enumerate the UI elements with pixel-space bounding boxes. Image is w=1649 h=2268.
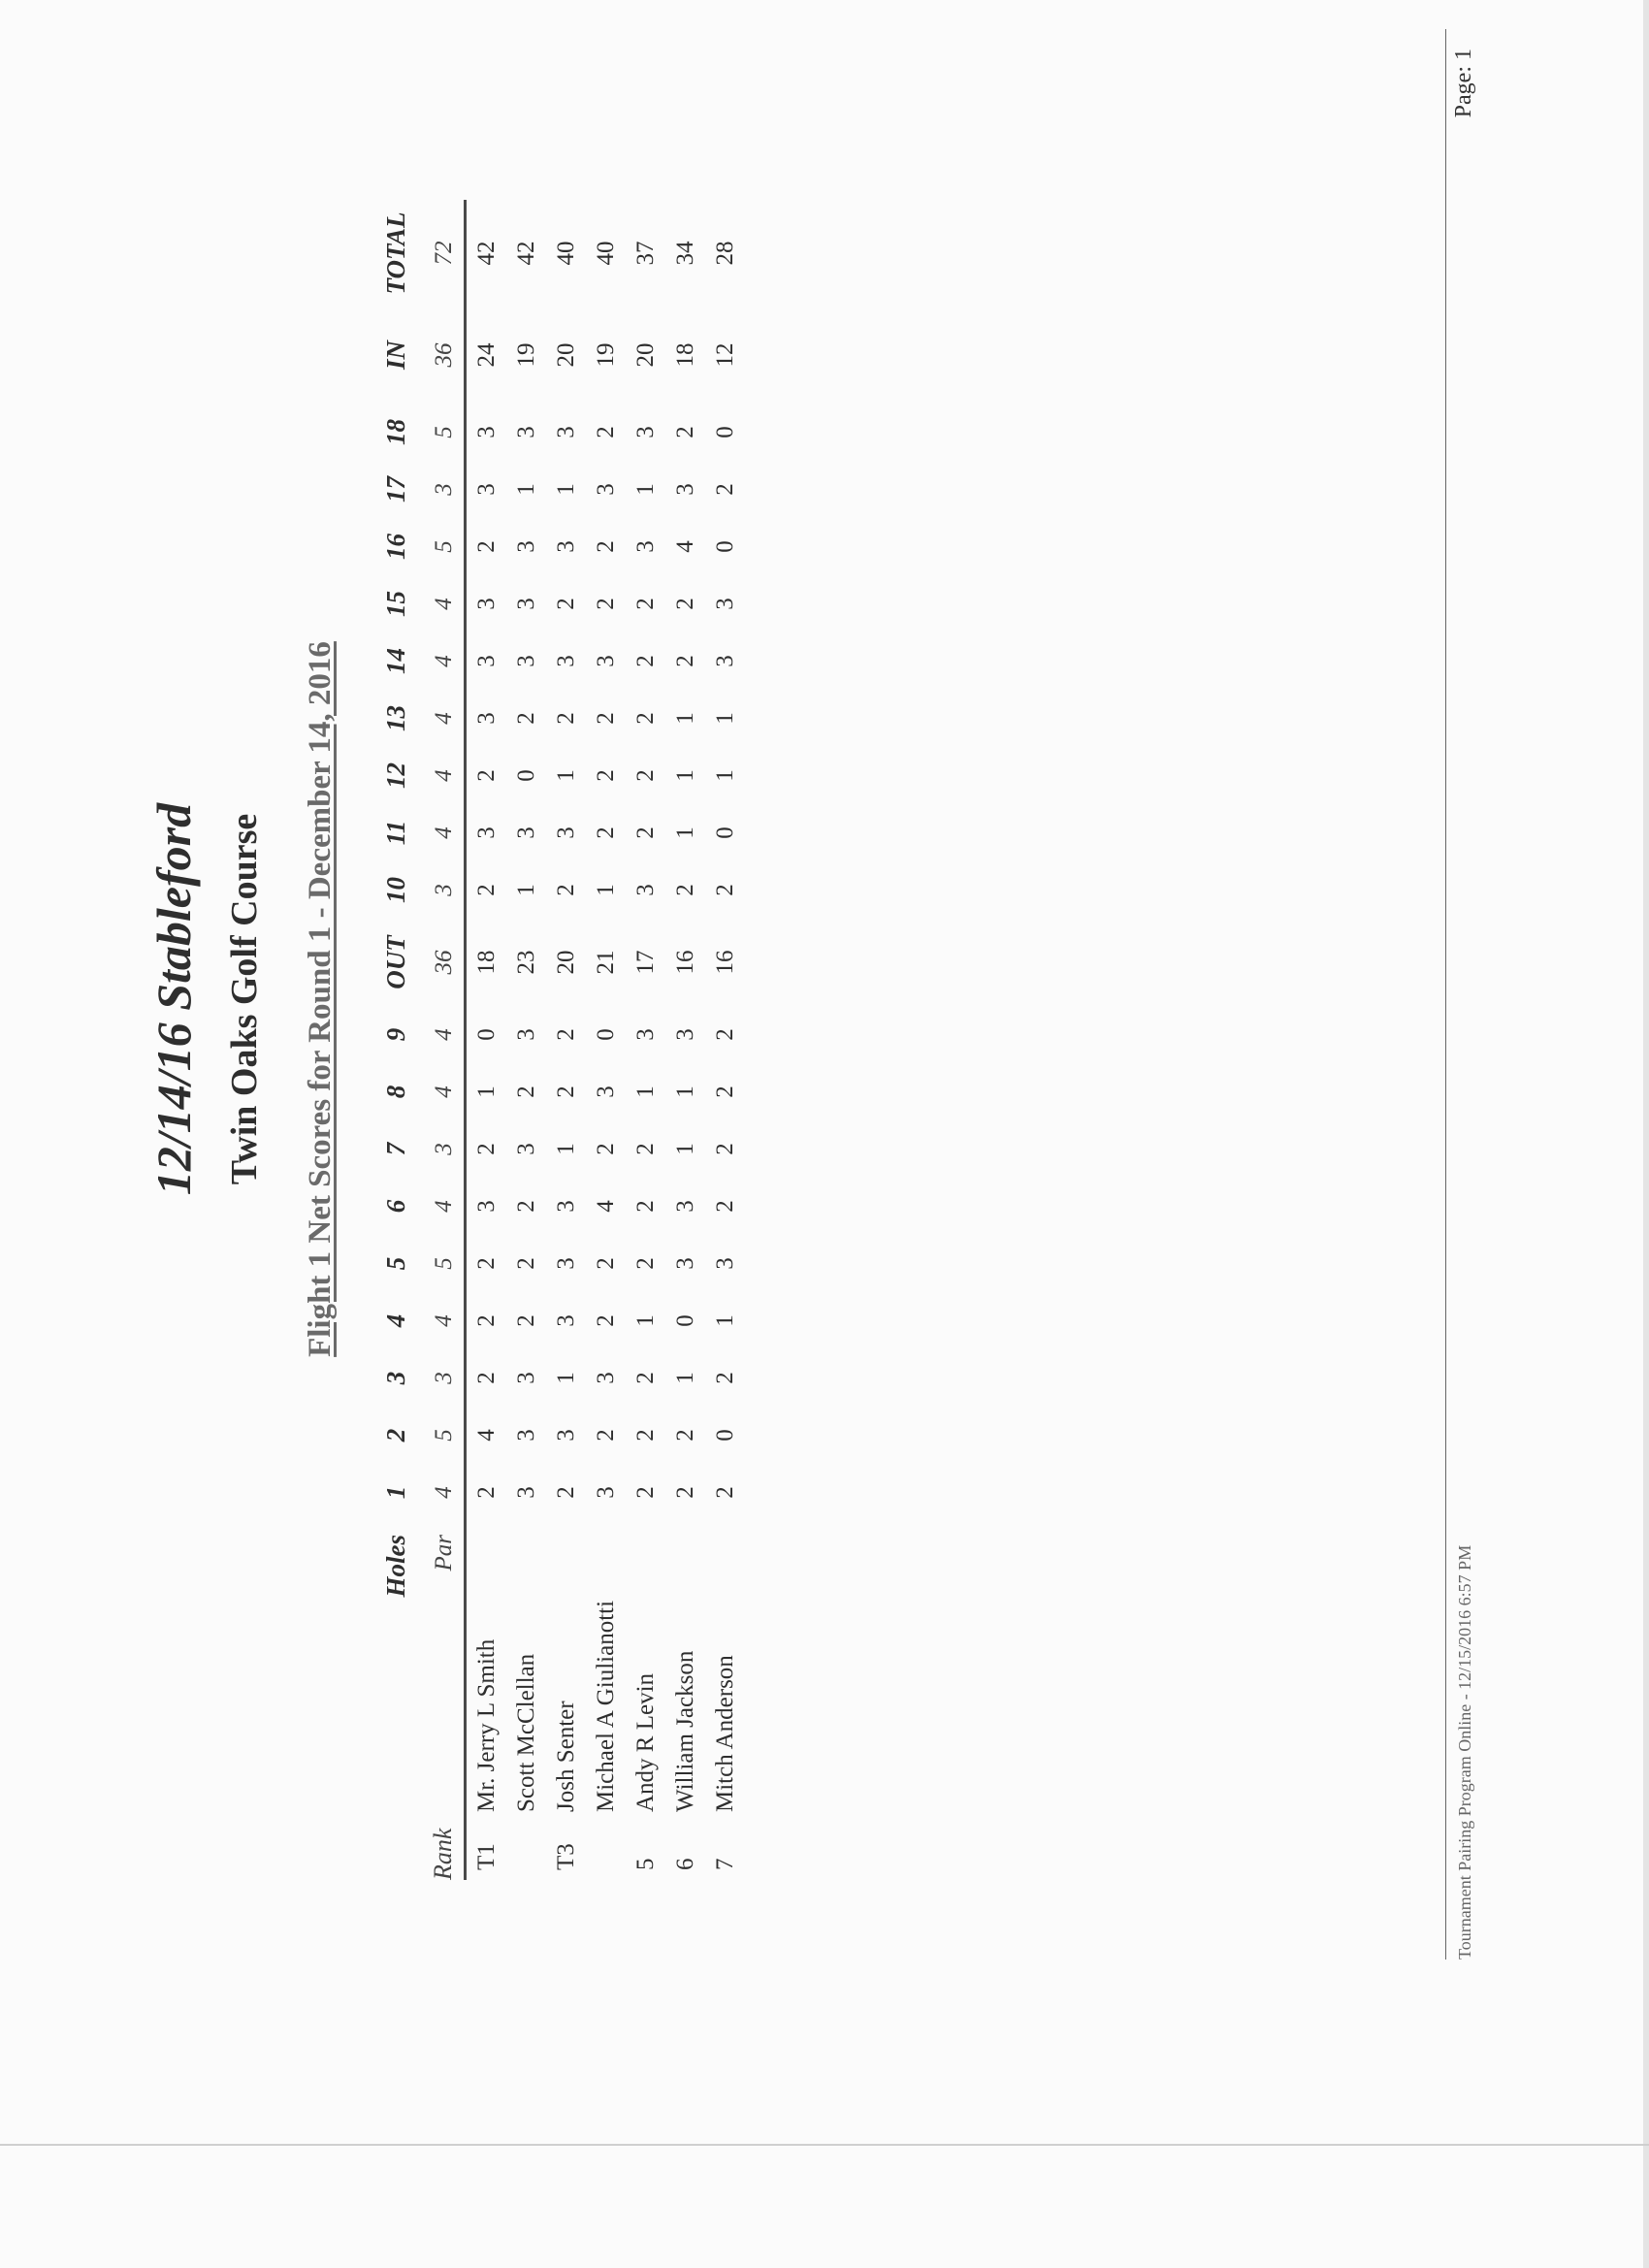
par-value: 4 [411,575,466,632]
par-value: 3 [411,1120,466,1178]
score-cell: 1 [552,483,579,496]
score-cell: 2 [671,884,698,896]
hole-header: 13 [381,705,410,731]
score-cell: 3 [472,426,500,438]
score-cell: 2 [512,1085,539,1098]
score-cell: 2 [552,1085,579,1098]
par-value: 4 [411,1464,466,1521]
score-cell: 1 [552,1372,579,1384]
score-cell: 1 [671,826,698,839]
par-value: 4 [411,804,466,861]
page-number: Page: 1 [1451,49,1476,118]
score-cell: 3 [711,1257,738,1270]
score-cell: 3 [592,483,619,496]
score-cell: 4 [592,1200,619,1213]
score-cell: 2 [552,1028,579,1041]
score-cell: 2 [631,769,659,782]
par-value: 3 [411,461,466,518]
score-cell: 3 [512,826,539,839]
score-cell: 0 [671,1314,698,1327]
table-row [665,200,705,1880]
hole-header: 1 [381,1485,410,1500]
score-cell: 3 [512,655,539,667]
hole-header: 17 [381,476,410,502]
hole-header: 4 [381,1313,410,1328]
hole-header: 5 [381,1256,410,1271]
score-cell: 2 [711,1372,738,1384]
score-cell: 2 [552,1486,579,1499]
score-cell: 0 [711,1429,738,1442]
hole-header: 3 [381,1371,410,1385]
score-cell: 2 [472,1314,500,1327]
score-cell: 2 [592,1257,619,1270]
score-cell: 2 [631,712,659,725]
score-cell: 2 [631,1372,659,1384]
rank-cell: T1 [472,1843,500,1870]
rank-cell: T3 [552,1843,579,1870]
rank-cell [506,1812,546,1880]
scan-edge-right [1643,0,1649,2268]
hole-header: 12 [381,762,410,789]
score-cell: 3 [512,426,539,438]
hole-header: 18 [381,419,410,445]
score-cell: 2 [711,884,738,896]
table-row [586,200,626,1880]
score-cell: 16 [711,950,738,975]
par-total: 72 [411,200,466,307]
par-out: 36 [411,919,466,1006]
hole-header: 14 [381,648,410,674]
rank-label: Rank [411,1812,466,1880]
score-cell: 3 [592,655,619,667]
rank-cell [586,1812,626,1880]
score-cell: 19 [592,342,619,368]
score-cell: 3 [552,540,579,553]
score-cell: 2 [472,884,500,896]
score-cell: 2 [631,598,659,610]
score-cell: 16 [671,950,698,975]
score-cell: 2 [631,1143,659,1155]
score-cell: 18 [472,950,500,975]
score-cell: 2 [711,1085,738,1098]
score-cell: 4 [671,540,698,553]
player-name: Michael A Giulianotti [592,1600,619,1812]
par-value: 4 [411,747,466,804]
score-cell: 0 [711,540,738,553]
in-header: IN [381,340,410,371]
score-rows [466,200,746,1880]
score-cell: 17 [631,950,659,975]
score-cell: 2 [472,1143,500,1155]
score-cell: 2 [472,769,500,782]
total-header: TOTAL [381,211,410,295]
score-cell: 0 [592,1028,619,1041]
par-row [411,200,466,1880]
score-cell: 3 [552,826,579,839]
table-row [626,200,665,1880]
score-cell: 2 [472,1372,500,1384]
score-cell: 4 [472,1429,500,1442]
score-cell: 2 [631,826,659,839]
score-cell: 2 [472,1486,500,1499]
score-cell: 2 [592,1143,619,1155]
score-cell: 2 [552,884,579,896]
score-cell: 2 [512,1200,539,1213]
out-header: OUT [381,935,410,989]
score-cell: 1 [711,712,738,725]
score-cell: 0 [472,1028,500,1041]
rank-cell: 5 [631,1858,659,1870]
score-cell: 20 [631,342,659,368]
hole-header: 2 [381,1428,410,1442]
score-cell: 2 [552,712,579,725]
par-value: 3 [411,1349,466,1407]
score-cell: 2 [671,1429,698,1442]
score-cell: 3 [631,426,659,438]
event-title: 12/14/16 Stableford [146,802,201,1196]
score-cell: 37 [631,241,659,266]
score-cell: 20 [552,342,579,368]
par-value: 4 [411,1178,466,1235]
score-cell: 42 [472,241,500,266]
par-value: 5 [411,518,466,575]
score-cell: 3 [711,598,738,610]
score-cell: 23 [512,950,539,975]
score-cell: 3 [631,540,659,553]
score-cell: 1 [671,1085,698,1098]
score-cell: 1 [512,483,539,496]
score-cell: 1 [631,1085,659,1098]
score-cell: 2 [592,826,619,839]
score-cell: 1 [711,1314,738,1327]
player-name: Andy R Levin [631,1672,659,1812]
score-cell: 12 [711,342,738,368]
score-cell: 0 [711,426,738,438]
player-name: Josh Senter [552,1701,579,1812]
score-cell: 42 [512,241,539,266]
par-value: 4 [411,1006,466,1063]
score-cell: 3 [512,1429,539,1442]
footer-rule [1445,29,1446,1960]
score-cell: 3 [472,655,500,667]
score-cell: 3 [552,1257,579,1270]
score-cell: 1 [671,1143,698,1155]
player-name: Mr. Jerry L Smith [472,1638,500,1812]
par-value: 4 [411,1063,466,1120]
rank-cell: 6 [671,1858,698,1870]
player-name: Mitch Anderson [711,1655,738,1812]
table-row [546,200,586,1880]
score-cell: 2 [512,712,539,725]
score-cell: 3 [512,598,539,610]
score-cell: 3 [671,1028,698,1041]
score-cell: 1 [711,769,738,782]
score-cell: 3 [472,1200,500,1213]
score-cell: 2 [592,712,619,725]
score-cell: 3 [472,826,500,839]
score-cell: 3 [631,1028,659,1041]
score-cell: 2 [472,540,500,553]
score-cell: 3 [552,655,579,667]
hole-header: 8 [381,1085,410,1099]
score-cell: 1 [631,1314,659,1327]
table-row [466,200,507,1880]
score-cell: 2 [592,1314,619,1327]
score-cell: 3 [671,1257,698,1270]
score-cell: 2 [472,1257,500,1270]
score-cell: 18 [671,342,698,368]
score-cell: 3 [472,598,500,610]
hole-header: 9 [381,1027,410,1042]
par-label: Par [411,1521,466,1599]
score-cell: 3 [512,1486,539,1499]
par-value: 4 [411,1292,466,1349]
table-row [705,200,745,1880]
score-cell: 3 [671,483,698,496]
score-cell: 24 [472,342,500,368]
score-cell: 2 [671,655,698,667]
score-cell: 1 [552,1143,579,1155]
par-value: 4 [411,690,466,747]
footer-program: Tournament Pairing Program Online - 12/15/2016 6:57 PM [1455,1544,1474,1960]
score-cell: 3 [512,1028,539,1041]
score-cell: 2 [671,598,698,610]
hole-header: 10 [381,877,410,903]
flight-title: Flight 1 Net Scores for Round 1 - December 14, 2016 [303,641,338,1357]
score-cell: 1 [671,1372,698,1384]
rank-cell: 7 [711,1858,738,1870]
score-cell: 2 [671,1486,698,1499]
score-cell: 1 [592,884,619,896]
score-cell: 3 [472,483,500,496]
score-table [369,200,745,1880]
par-value: 3 [411,861,466,919]
score-cell: 2 [592,598,619,610]
par-value: 5 [411,404,466,461]
score-cell: 2 [711,1143,738,1155]
score-cell: 2 [631,1257,659,1270]
score-cell: 3 [512,540,539,553]
score-cell: 19 [512,342,539,368]
score-cell: 21 [592,950,619,975]
score-cell: 2 [631,1429,659,1442]
score-cell: 20 [552,950,579,975]
score-cell: 2 [631,655,659,667]
score-cell: 2 [512,1257,539,1270]
score-cell: 3 [592,1372,619,1384]
score-cell: 2 [711,1486,738,1499]
score-cell: 34 [671,241,698,266]
score-cell: 2 [711,1200,738,1213]
score-cell: 1 [512,884,539,896]
score-cell: 3 [552,426,579,438]
score-cell: 1 [552,769,579,782]
holes-label: Holes [381,1535,410,1598]
score-cell: 3 [552,1314,579,1327]
table-row [506,200,546,1880]
score-sheet [0,10,1504,1989]
holes-header-row [369,200,411,1880]
score-cell: 3 [592,1085,619,1098]
score-cell: 2 [631,1200,659,1213]
score-cell: 3 [552,1200,579,1213]
score-cell: 0 [512,769,539,782]
player-name: Scott McClellan [512,1653,539,1812]
score-cell: 3 [552,1429,579,1442]
score-cell: 2 [711,1028,738,1041]
score-cell: 2 [552,598,579,610]
scan-edge-bottom [0,2144,1649,2146]
score-cell: 2 [711,483,738,496]
hole-header: 6 [381,1199,410,1214]
par-value: 5 [411,1407,466,1464]
score-cell: 40 [592,241,619,266]
score-cell: 2 [671,426,698,438]
score-cell: 3 [631,884,659,896]
score-cell: 28 [711,241,738,266]
score-cell: 3 [671,1200,698,1213]
par-value: 5 [411,1235,466,1292]
player-name: William Jackson [671,1650,698,1812]
score-cell: 3 [592,1486,619,1499]
score-cell: 3 [711,655,738,667]
par-value: 4 [411,632,466,690]
score-cell: 3 [512,1143,539,1155]
score-cell: 2 [631,1486,659,1499]
score-cell: 2 [592,769,619,782]
course-name: Twin Oaks Golf Course [224,813,265,1185]
score-cell: 1 [671,769,698,782]
score-cell: 2 [592,426,619,438]
score-cell: 0 [711,826,738,839]
score-cell: 2 [592,1429,619,1442]
score-cell: 1 [631,483,659,496]
score-cell: 2 [512,1314,539,1327]
score-cell: 3 [472,712,500,725]
hole-header: 7 [381,1142,410,1156]
score-cell: 1 [671,712,698,725]
score-cell: 2 [592,540,619,553]
hole-header: 15 [381,591,410,617]
par-in: 36 [411,307,466,404]
score-cell: 40 [552,241,579,266]
hole-header: 11 [381,820,410,846]
hole-header: 16 [381,534,410,560]
score-cell: 1 [472,1085,500,1098]
score-cell: 3 [512,1372,539,1384]
